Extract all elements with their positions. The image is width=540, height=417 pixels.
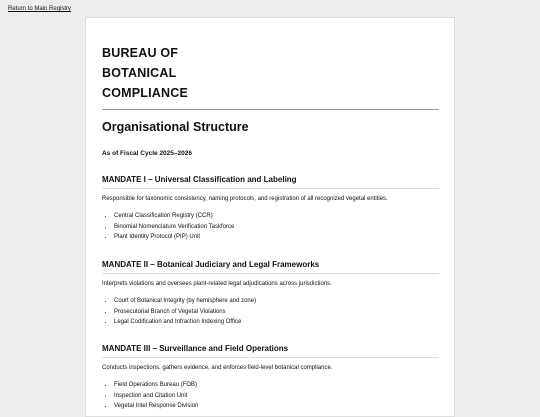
unit-list-item: • Field Operations Bureau (FOB) [114,380,439,391]
mandate-description: Interprets violations and oversees plant-related legal adjudications across jurisdictions. [102,281,332,287]
unit-list-item: • Inspection and Citation Unit [114,391,439,402]
agency-title-line: BOTANICAL [102,66,177,80]
unit-list-item: • Legal Codification and Infraction Indexing Office [114,317,439,328]
unit-list-item: • Plant Identity Protocol (PIP) Unit [114,232,439,243]
agency-title-line: COMPLIANCE [102,86,189,100]
unit-list-item: • Binomial Nomenclature Verification Taskforce [114,222,439,233]
return-to-main-registry-link[interactable]: Return to Main Registry [8,6,72,12]
unit-list-item: • Prosecutorial Branch of Vegetal Violations [114,307,439,318]
mandate-section-3 [102,344,439,412]
unit-list [102,296,439,328]
mandate-description: Conducts inspections, gathers evidence, and enforces field-level botanical compliance. [102,365,333,371]
agency-title-line: BUREAU OF [102,46,179,60]
unit-list-item: • Vegetal Intel Response Division [114,401,439,412]
fiscal-cycle-subtitle: As of Fiscal Cycle 2025–2026 [102,150,192,157]
mandate-description: Responsible for taxonomic consistency, naming protocols, and registration of all recognized vegetal entities. [102,196,388,202]
mandate-heading: MANDATE II – Botanical Judiciary and Legal Frameworks [102,260,439,274]
document-panel [85,17,455,417]
unit-list [102,380,439,412]
unit-list-item: • Court of Botanical Integrity (by hemisphere and zone) [114,296,439,307]
mandate-heading: MANDATE III – Surveillance and Field Operations [102,344,439,358]
mandate-heading: MANDATE I – Universal Classification and Labeling [102,175,439,189]
unit-list-item: • Central Classification Registry (CCR) [114,211,439,222]
unit-list [102,211,439,243]
page-title: Organisational Structure [102,120,249,134]
title-divider [102,109,439,110]
mandate-section-2 [102,260,439,328]
agency-title [102,43,402,103]
mandate-section-1 [102,175,439,243]
